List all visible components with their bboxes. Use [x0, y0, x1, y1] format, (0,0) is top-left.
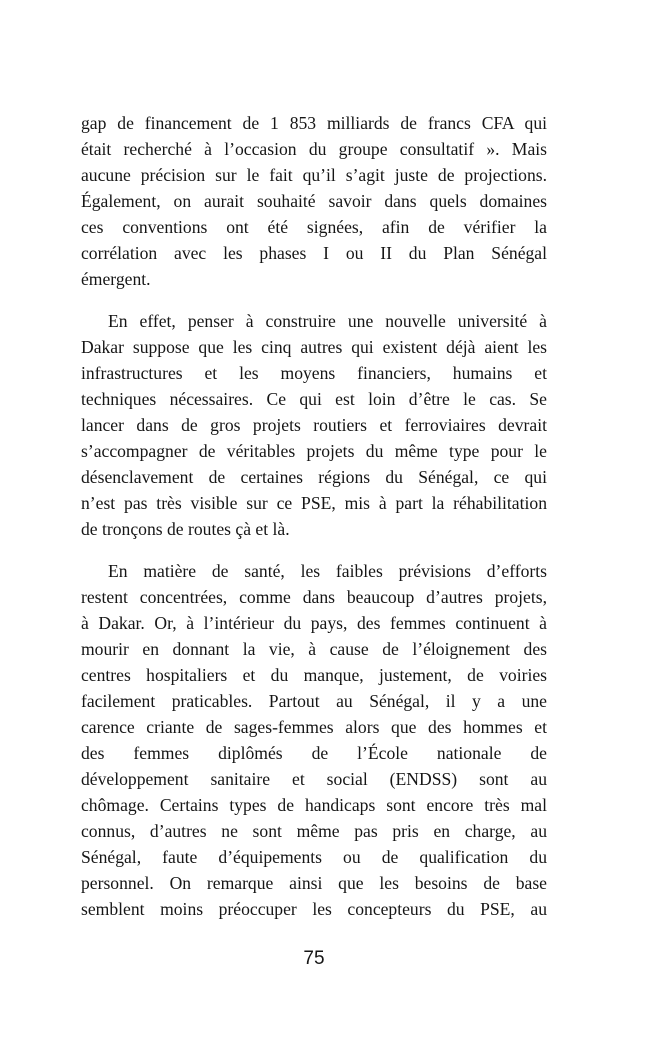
text-line: ces conventions ont été signées, afin de vérifier la [81, 217, 547, 237]
text-line: émergent. [81, 269, 151, 289]
text-line: centres hospitaliers et du manque, justement, de voiries [81, 665, 547, 685]
text-line: était recherché à l’occasion du groupe consultatif ». Mais [81, 139, 547, 159]
text-line: désenclavement de certaines régions du Sénégal, ce qui [81, 467, 547, 487]
text-line: Également, on aurait souhaité savoir dans quels domaines [81, 191, 547, 211]
text-line: développement sanitaire et social (ENDSS) sont au [81, 769, 547, 789]
text-line: infrastructures et les moyens financiers, humains et [81, 363, 547, 383]
text-line: connus, d’autres ne sont même pas pris en charge, au [81, 821, 547, 841]
text-line: mourir en donnant la vie, à cause de l’éloignement des [81, 639, 547, 659]
text-line: facilement praticables. Partout au Sénégal, il y a une [81, 691, 547, 711]
text-line: semblent moins préoccuper les concepteurs du PSE, au [81, 899, 547, 919]
text-line: lancer dans de gros projets routiers et ferroviaires devrait [81, 415, 547, 435]
text-line: chômage. Certains types de handicaps sont encore très mal [81, 795, 547, 815]
paragraph-3 [81, 558, 547, 922]
text-line: techniques nécessaires. Ce qui est loin d’être le cas. Se [81, 389, 547, 409]
text-line: carence criante de sages-femmes alors que des hommes et [81, 717, 547, 737]
text-line: s’accompagner de véritables projets du même type pour le [81, 441, 547, 461]
text-line: Dakar suppose que les cinq autres qui existent déjà aient les [81, 337, 547, 357]
text-line: En effet, penser à construire une nouvelle université à [108, 311, 547, 331]
text-line: de tronçons de routes çà et là. [81, 519, 290, 539]
paragraph-1 [81, 110, 547, 292]
text-line: gap de financement de 1 853 milliards de francs CFA qui [81, 113, 547, 133]
text-line: à Dakar. Or, à l’intérieur du pays, des femmes continuent à [81, 613, 547, 633]
text-line: Sénégal, faute d’équipements ou de qualification du [81, 847, 547, 867]
text-line: personnel. On remarque ainsi que les besoins de base [81, 873, 547, 893]
text-line: corrélation avec les phases I ou II du Plan Sénégal [81, 243, 547, 263]
page-number: 75 [303, 948, 325, 969]
text-block [81, 110, 547, 922]
text-line: En matière de santé, les faibles prévisions d’efforts [108, 561, 547, 581]
text-line: aucune précision sur le fait qu’il s’agit juste de projections. [81, 165, 547, 185]
text-line: des femmes diplômés de l’École nationale de [81, 743, 547, 763]
paragraph-2 [81, 308, 547, 542]
text-line: restent concentrées, comme dans beaucoup d’autres projets, [81, 587, 547, 607]
text-line: n’est pas très visible sur ce PSE, mis à part la réhabilitation [81, 493, 547, 513]
